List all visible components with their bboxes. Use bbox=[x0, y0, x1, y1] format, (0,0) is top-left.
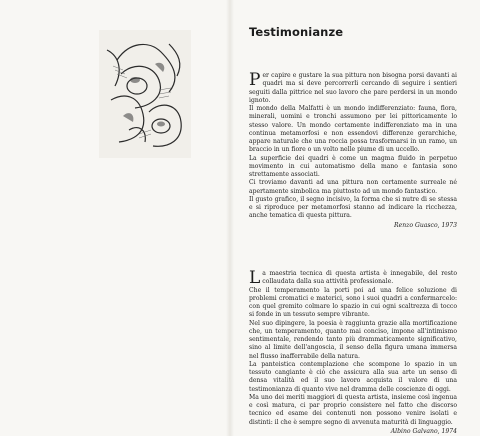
paragraph: La panteistica contemplazione che scompone lo spazio in un tessuto cangiante è ciò che assicura alla sua arte un senso di densa vitalità ed il suo lavoro acquista il valore di una testimonianza di quanto vive nel dramma delle coscienze di oggi. bbox=[249, 360, 457, 393]
signature: Renzo Guasco, 1973 bbox=[394, 221, 457, 229]
paragraph: Ma uno dei meriti maggiori di questa artista, insieme così ingenua e così matura, ci par proprio consistere nel fatto che discorso tecnico ed esame dei contenuti non possono venire isolati e distinti: il che è sempre segno di avvenuta maturità di linguaggio. bbox=[249, 393, 457, 426]
page-title: Testimonianze bbox=[249, 25, 344, 39]
testimonial-1 bbox=[249, 72, 457, 230]
paragraph: a maestria tecnica di questa artista è innegabile, del resto collaudata dalla sua attività professionale. bbox=[262, 270, 457, 286]
dropcap: P bbox=[249, 70, 261, 90]
page-spine bbox=[226, 0, 234, 436]
testimonial-2 bbox=[249, 270, 457, 436]
dropcap: L bbox=[249, 268, 261, 288]
signature: Albino Galvano, 1974 bbox=[390, 427, 457, 435]
paragraph: Il mondo della Malfatti è un mondo indifferenziato: fauna, flora, minerali, uomini e tronchi assumono per lei pittoricamente lo stesso valore. Un mondo certamente indifferenziato ma in una continua metamorfosi e non essendovi differenze gerarchiche, appare naturale che una roccia possa trasformarsi in un ramo, un braccio in un fiore o un volto nelle piume di un uccello. bbox=[249, 105, 457, 154]
paragraph: Nel suo dipingere, la poesia è raggiunta grazie alla mortificazione che, un temperamento, quanto mai conciso, impone all'intimismo sentimentale, rendendo tanto più drammaticamente significativo, sino al limite dell'angoscia, il senso della figura umana immersa nel flusso inafferrabile della natura. bbox=[249, 319, 457, 360]
paragraph: Il gusto grafico, il segno incisivo, la forma che si nutre di se stessa e si riproduce per metamorfosi stanno ad indicare la ricchezza, anche tematica di questa pittura. bbox=[249, 195, 457, 220]
paragraph: er capire e gustare la sua pittura non bisogna porsi davanti ai quadri ma si deve percorrerli cercando di seguire i sentieri seguiti dalla pittrice nel suo lavoro che pare perdersi in un mondo ignoto. bbox=[249, 72, 457, 104]
paragraph: La superficie dei quadri è come un magma fluido in perpetuo movimento in cui automatismo della mano e fantasia sono strettamente associati. bbox=[249, 154, 457, 178]
surreal-figures-illustration-icon bbox=[99, 30, 191, 158]
paragraph: Che il temperamento la porti poi ad una felice soluzione di problemi cromatici e materici, sono i suoi quadri a confermarcelo: con quel gremito colmare lo spazio in cui ogni scaltrezza di tocco si fonde in un tessuto sempre vibrante. bbox=[249, 286, 457, 319]
paragraph: Ci troviamo davanti ad una pittura non certamente surreale né apertamente simbolica ma piuttosto ad un mondo fantastico. bbox=[249, 179, 457, 195]
